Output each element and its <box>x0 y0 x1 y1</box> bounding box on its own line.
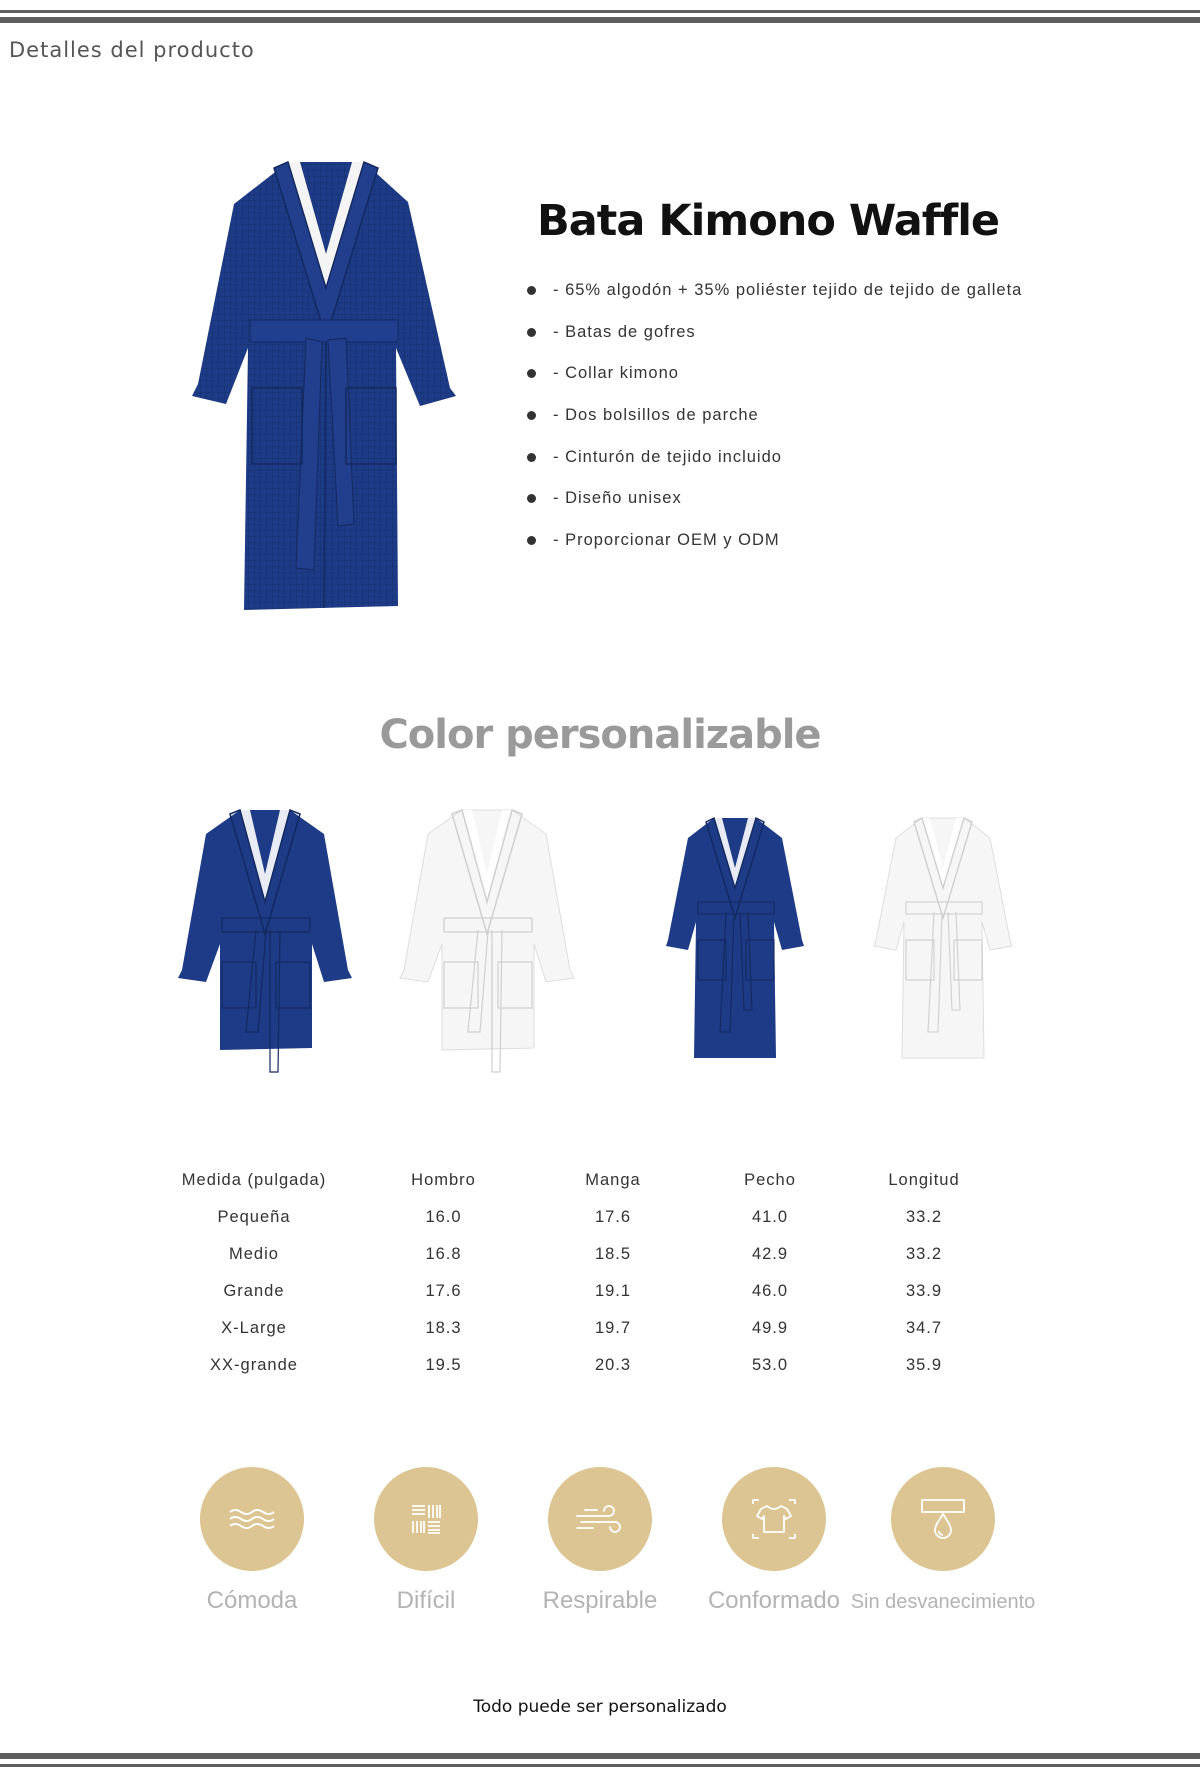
attribute-circle <box>722 1467 826 1571</box>
table-cell: 42.9 <box>751 1245 789 1263</box>
feature-item: - Cinturón de tejido incluido <box>525 442 1022 484</box>
column-header: Longitud <box>888 1171 960 1189</box>
feature-list <box>525 275 1022 567</box>
bullet-icon <box>527 536 536 545</box>
attribute-label: Sin desvanecimiento <box>850 1591 1036 1613</box>
table-cell: 49.9 <box>751 1319 789 1337</box>
table-row <box>160 1199 995 1236</box>
top-border-line-thick <box>0 17 1200 23</box>
feature-item: - 65% algodón + 35% poliéster tejido de tejido de galleta <box>525 275 1022 317</box>
attribute-label: Difícil <box>396 1587 456 1614</box>
bullet-icon <box>527 453 536 462</box>
column-header: Manga <box>585 1171 641 1189</box>
table-cell: XX-grande <box>210 1356 298 1374</box>
bullet-icon <box>527 328 536 337</box>
bullet-icon <box>527 286 536 295</box>
table-cell: 20.3 <box>594 1356 632 1374</box>
attribute-circle <box>200 1467 304 1571</box>
bullet-icon <box>527 411 536 420</box>
table-cell: 33.9 <box>905 1282 943 1300</box>
attribute-label: Cómoda <box>206 1587 298 1614</box>
table-row <box>160 1273 995 1310</box>
table-header-row <box>160 1162 995 1199</box>
droplet-icon <box>918 1496 968 1542</box>
attribute-circle <box>374 1467 478 1571</box>
feature-item: - Proporcionar OEM y ODM <box>525 525 1022 567</box>
attribute-label: Respirable <box>542 1587 658 1614</box>
table-cell: 17.6 <box>594 1208 632 1226</box>
attribute-comfortable <box>152 1467 352 1615</box>
variant-robe-long-white <box>872 814 1014 1062</box>
grid-lines-icon <box>410 1503 442 1535</box>
top-border-line <box>0 10 1200 13</box>
variant-robe-long-blue <box>664 814 806 1062</box>
variant-robe-short-white <box>398 806 576 1074</box>
table-cell: 17.6 <box>425 1282 462 1300</box>
attribute-label: Conformado <box>707 1587 841 1614</box>
table-cell: X-Large <box>221 1319 287 1337</box>
table-cell: 16.0 <box>425 1208 462 1226</box>
table-cell: 53.0 <box>751 1356 789 1374</box>
feature-item: - Diseño unisex <box>525 483 1022 525</box>
column-header: Hombro <box>411 1171 476 1189</box>
attribute-circle <box>548 1467 652 1571</box>
table-row <box>160 1310 995 1347</box>
hero-robe-image <box>188 158 464 618</box>
table-cell: 19.7 <box>594 1319 632 1337</box>
attribute-breathable <box>500 1467 700 1615</box>
variant-robe-short-blue <box>176 806 354 1074</box>
waves-icon <box>228 1507 276 1531</box>
table-cell: 33.2 <box>905 1245 943 1263</box>
section-label: Detalles del producto <box>9 38 255 62</box>
column-header: Medida (pulgada) <box>181 1171 327 1189</box>
table-cell: 34.7 <box>905 1319 943 1337</box>
table-cell: 35.9 <box>905 1356 943 1374</box>
footer-text: Todo puede ser personalizado <box>473 1697 727 1717</box>
attribute-circle <box>891 1467 995 1571</box>
table-cell: 16.8 <box>425 1245 462 1263</box>
attribute-tough <box>326 1467 526 1615</box>
feature-item: - Batas de gofres <box>525 317 1022 359</box>
attribute-no-fading <box>843 1467 1043 1614</box>
product-title: Bata Kimono Waffle <box>537 196 1000 246</box>
table-row <box>160 1347 995 1384</box>
table-cell: 46.0 <box>751 1282 789 1300</box>
table-cell: Pequeña <box>217 1208 291 1226</box>
feature-item: - Collar kimono <box>525 358 1022 400</box>
bottom-border-line <box>0 1764 1200 1767</box>
table-cell: 19.1 <box>594 1282 632 1300</box>
table-cell: 18.3 <box>425 1319 462 1337</box>
table-cell: Grande <box>223 1282 285 1300</box>
bullet-icon <box>527 369 536 378</box>
table-row <box>160 1236 995 1273</box>
wind-icon <box>575 1504 625 1534</box>
table-cell: 19.5 <box>425 1356 462 1374</box>
table-cell: 33.2 <box>905 1208 943 1226</box>
shirt-icon <box>751 1498 797 1540</box>
column-header: Pecho <box>744 1171 796 1189</box>
size-table <box>160 1162 995 1384</box>
bottom-border-line-thick <box>0 1753 1200 1759</box>
table-cell: 41.0 <box>751 1208 789 1226</box>
bullet-icon <box>527 494 536 503</box>
color-section-title: Color personalizable <box>379 712 821 758</box>
table-cell: 18.5 <box>594 1245 632 1263</box>
table-cell: Medio <box>229 1245 279 1263</box>
feature-item: - Dos bolsillos de parche <box>525 400 1022 442</box>
